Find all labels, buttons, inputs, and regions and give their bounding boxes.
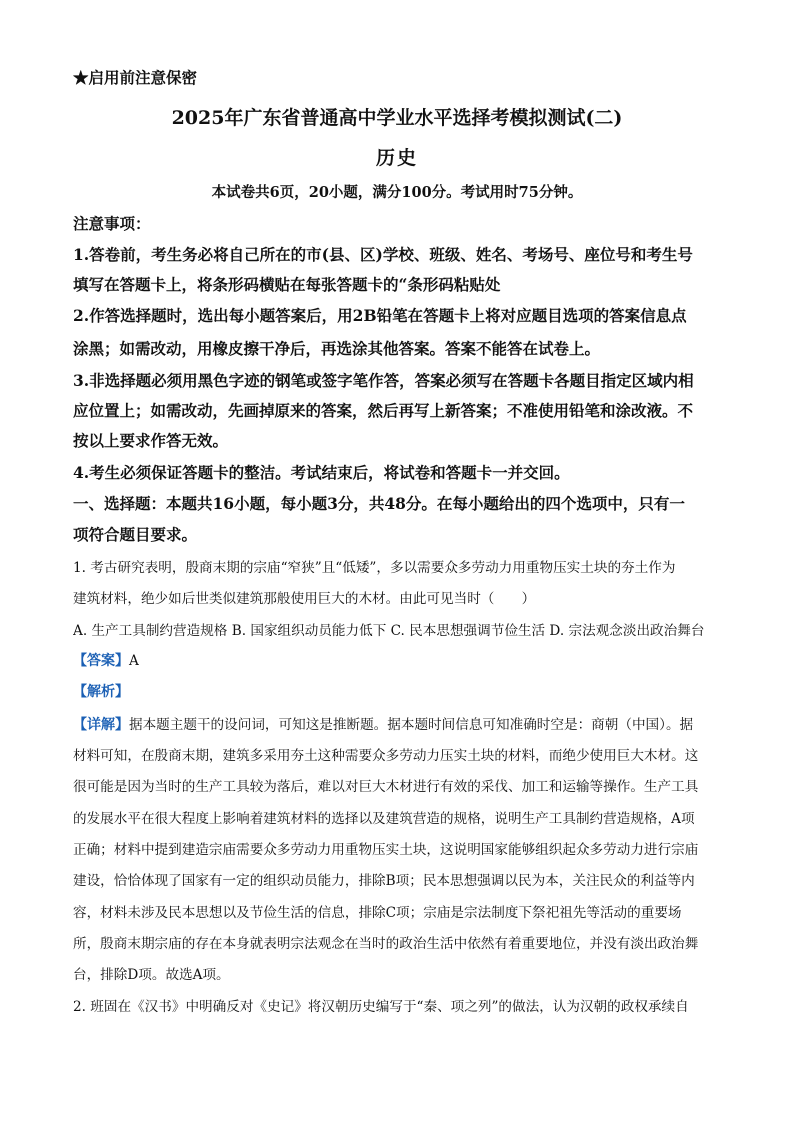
detail-row xyxy=(73,713,723,734)
analysis-tag: 【解析】 xyxy=(73,684,129,700)
detail-line: 台，排除D项。故选A项。 xyxy=(73,967,230,983)
question-1-stem-line: 1. 考古研究表明，殷商末期的宗庙“窄狭”且“低矮”，多以需要众多劳动力用重物压实土块的夯土作为 xyxy=(73,560,676,576)
detail-line: 所，殷商末期宗庙的存在本身就表明宗法观念在当时的政治生活中依然有着重要地位，并没有淡出政治舞 xyxy=(73,936,699,952)
note-line: 3.非选择题必须用黑色字迹的钢笔或签字笔作答，答案必须写在答题卡各题目指定区域内相 xyxy=(73,371,694,390)
question-1-stem-line: 建筑材料，绝少如后世类似建筑那般使用巨大的木材。由此可见当时（ ） xyxy=(73,591,536,607)
note-line: 2.作答选择题时，选出每小题答案后，用2B铅笔在答题卡上将对应题目选项的答案信息点 xyxy=(73,306,687,325)
answer-tag: 【答案】 xyxy=(73,653,129,669)
detail-line: 容，材料未涉及民本思想以及节俭生活的信息，排除C项；宗庙是宗法制度下祭祀祖先等活动的重要场 xyxy=(73,905,682,921)
section-heading-line: 项符合题目要求。 xyxy=(73,525,198,544)
section-heading-line: 一、选择题：本题共16小题，每小题3分，共48分。在每小题给出的四个选项中，只有一 xyxy=(73,494,685,513)
note-line: 4.考生必须保证答题卡的整洁。考试结束后，将试卷和答题卡一并交回。 xyxy=(73,463,570,482)
answer-value: A xyxy=(129,653,139,669)
note-line: 填写在答题卡上，将条形码横贴在每张答题卡的“条形码粘贴处 xyxy=(73,275,501,294)
detail-first-line: 据本题主题干的设问词，可知这是推断题。据本题时间信息可知准确时空是：商朝（中国）。据 xyxy=(129,717,694,733)
note-line: 应位置上；如需改动，先画掉原来的答案，然后再写上新答案；不准使用铅笔和涂改液。不 xyxy=(73,401,694,420)
exam-info: 本试卷共6页，20小题，满分100分。考试用时75分钟。 xyxy=(211,184,583,201)
exam-title: 2025年广东省普通高中学业水平选择考模拟测试(二) xyxy=(171,107,623,129)
detail-tag: 【详解】 xyxy=(73,717,129,733)
question-2-stem-line: 2. 班固在《汉书》中明确反对《史记》将汉朝历史编写于“秦、项之列”的做法，认为汉朝的政权承续自 xyxy=(73,999,689,1015)
question-1-options: A. 生产工具制约营造规格 B. 国家组织动员能力低下 C. 民本思想强调节俭生活 D. 宗法观念淡出政治舞台 xyxy=(73,623,705,639)
detail-line: 建设，恰恰体现了国家有一定的组织动员能力，排除B项；民本思想强调以民为本，关注民众的利益等内 xyxy=(73,873,695,889)
subject-title: 历史 xyxy=(375,147,418,169)
detail-line: 正确；材料中提到建造宗庙需要众多劳动力用重物压实土块，这说明国家能够组织起众多劳动力进行宗庙 xyxy=(73,842,699,858)
detail-line: 材料可知，在殷商末期，建筑多采用夯土这种需要众多劳动力压实土块的材料，而绝少使用巨大木材。这 xyxy=(73,748,699,764)
detail-line: 很可能是因为当时的生产工具较为落后，难以对巨大木材进行有效的采伐、加工和运输等操作。生产工具 xyxy=(73,779,699,795)
answer-row xyxy=(73,650,723,670)
analysis-row xyxy=(73,681,723,701)
note-line: 涂黑；如需改动，用橡皮擦干净后，再选涂其他答案。答案不能答在试卷上。 xyxy=(73,339,601,358)
confidential-label: ★启用前注意保密 xyxy=(73,68,198,87)
notes-heading: 注意事项： xyxy=(73,214,151,233)
note-line: 按以上要求作答无效。 xyxy=(73,431,229,450)
detail-line: 的发展水平在很大程度上影响着建筑材料的选择以及建筑营造的规格，说明生产工具制约营造规格，A项 xyxy=(73,811,695,827)
note-line: 1.答卷前，考生务必将自己所在的市(县、区)学校、班级、姓名、考场号、座位号和考生号 xyxy=(73,245,693,264)
